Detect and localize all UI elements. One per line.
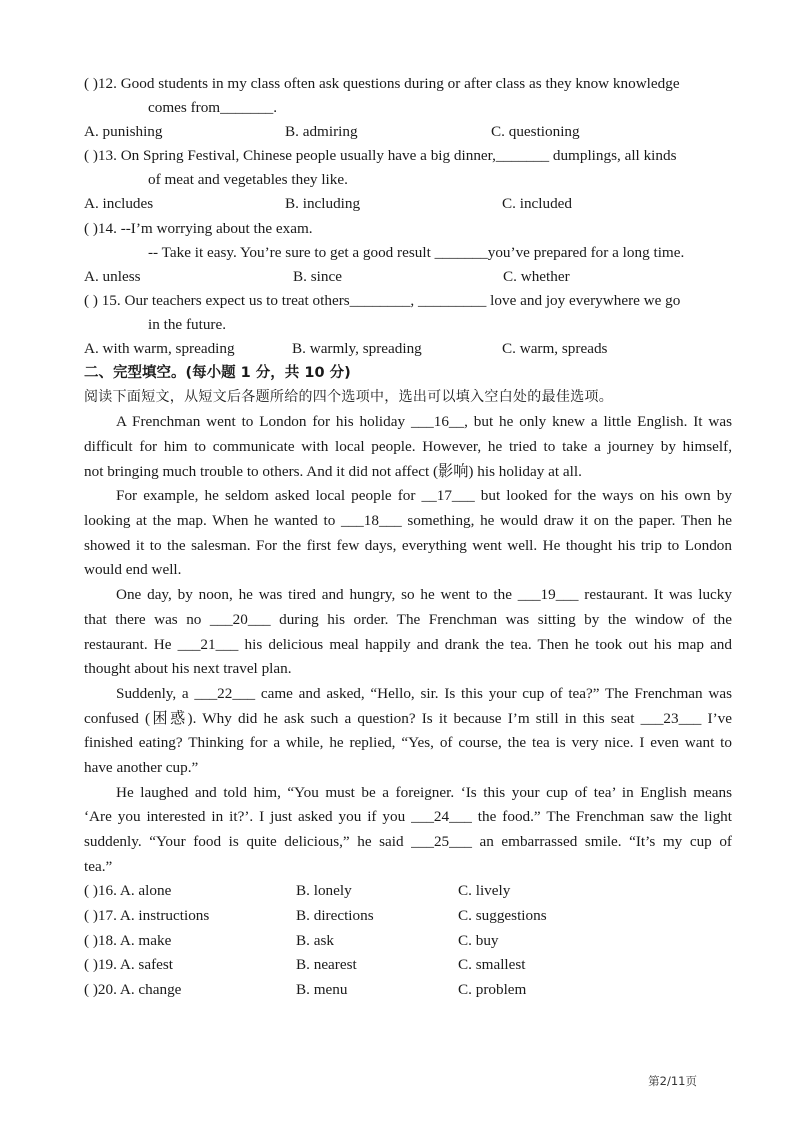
option-c: C. whether	[503, 267, 570, 285]
option-a: ( )18. A. make	[84, 931, 172, 949]
option-c: C. warm, spreads	[502, 340, 608, 358]
passage	[84, 410, 732, 879]
section-instruction: 阅读下面短文，从短文后各题所给的四个选项中，选出可以填入空白处的最佳选项。	[84, 389, 614, 406]
option-c: C. lively	[458, 882, 511, 900]
question-15	[84, 289, 732, 361]
answer-options	[84, 879, 732, 1002]
option-c: C. problem	[458, 981, 527, 999]
option-a: ( )19. A. safest	[84, 956, 173, 974]
option-b: B. lonely	[296, 882, 352, 900]
option-b: B. menu	[296, 981, 348, 999]
exam-page	[84, 72, 732, 1003]
option-c: C. buy	[458, 931, 499, 949]
question-stem-continued: comes from_______.	[148, 99, 278, 117]
question-stem: ( )14. --I’m worrying about the exam.	[84, 219, 313, 237]
passage-line: A Frenchman went to London for his holiday ___16__, but he only knew a little English. It was	[116, 413, 732, 431]
passage-line: For example, he seldom asked local people for __17___ but looked for the ways on his own by	[116, 487, 732, 505]
passage-line: looking at the map. When he wanted to ___18___ something, he would draw it on the paper. Then he	[84, 512, 732, 530]
option-a: ( )17. A. instructions	[84, 907, 210, 925]
answer-row-17	[84, 904, 732, 929]
option-b: B. admiring	[285, 123, 358, 141]
question-14	[84, 217, 732, 289]
option-a: A. unless	[84, 267, 141, 285]
passage-paragraph	[84, 410, 732, 484]
question-options	[84, 120, 732, 144]
option-b: B. including	[285, 195, 361, 213]
passage-line: One day, by noon, he was tired and hungry, so he went to the ___19___ restaurant. It was lucky	[116, 586, 732, 604]
option-a: ( )20. A. change	[84, 981, 182, 999]
option-a: ( )16. A. alone	[84, 882, 172, 900]
question-options	[84, 265, 732, 289]
option-c: C. included	[502, 195, 573, 213]
option-b: B. directions	[296, 907, 374, 925]
passage-line: confused (困惑). Why did he ask such a question? Is it because I’m still in this seat ___23___ I’ve	[84, 709, 732, 727]
question-stem: ( )12. Good students in my class often ask questions during or after class as they know knowledge	[84, 75, 680, 92]
passage-line: tea.”	[84, 857, 113, 875]
passage-line: Suddenly, a ___22___ came and asked, “Hello, sir. Is this your cup of tea?” The Frenchman was	[116, 684, 732, 702]
option-a: A. punishing	[84, 123, 163, 141]
passage-line: suddenly. “Your food is quite delicious,” he said ___25___ an embarrassed smile. “It’s my cup of	[84, 833, 732, 850]
option-c: C. questioning	[491, 123, 580, 141]
question-stem: ( ) 15. Our teachers expect us to treat others________, _________ love and joy everywhere we go	[84, 291, 681, 309]
passage-line: that there was no ___20___ during his order. The Frenchman was sitting by the window of the	[84, 610, 732, 628]
question-stem-continued: in the future.	[148, 315, 227, 333]
question-stem: ( )13. On Spring Festival, Chinese people usually have a big dinner,_______ dumplings, all kinds	[84, 147, 677, 165]
option-c: C. smallest	[458, 956, 526, 974]
question-options	[84, 337, 732, 361]
passage-paragraph	[84, 682, 732, 781]
passage-line: difficult for him to communicate with local people. However, he tried to take a journey by himself,	[84, 438, 732, 455]
option-b: B. nearest	[296, 956, 357, 974]
passage-line: thought about his next travel plan.	[84, 660, 292, 678]
passage-line: not bringing much trouble to others. And it did not affect (影响) his holiday at all.	[84, 462, 582, 480]
passage-line: ‘Are you interested in it?’. I just asked you if you ___24___ the food.” The Frenchman saw the light	[84, 808, 732, 826]
passage-paragraph	[84, 781, 732, 880]
answer-row-20	[84, 978, 732, 1003]
question-13	[84, 144, 732, 216]
passage-line: He laughed and told him, “You must be a foreigner. ‘Is this your cup of tea’ in English means	[116, 783, 732, 801]
page-number: 第2/11页	[648, 1074, 697, 1088]
passage-paragraph	[84, 484, 732, 583]
passage-line: finished eating? Thinking for a while, he replied, “Yes, of course, the tea is very nice. I even want to	[84, 734, 732, 752]
passage-line: showed it to the salesman. For the first few days, everything went well. He thought his trip to London	[84, 536, 732, 554]
option-b: B. ask	[296, 931, 334, 949]
answer-row-18	[84, 929, 732, 954]
option-b: B. warmly, spreading	[292, 340, 422, 358]
passage-line: would end well.	[84, 561, 182, 579]
answer-row-19	[84, 953, 732, 978]
option-a: A. includes	[84, 195, 154, 213]
question-stem-continued: of meat and vegetables they like.	[148, 171, 348, 189]
question-options	[84, 192, 732, 216]
question-12	[84, 72, 732, 144]
passage-line: restaurant. He ___21___ his delicious meal happily and drank the tea. Then he took out his map and	[84, 635, 732, 653]
section-heading: 二、完型填空。(每小题 1 分，共 10 分)	[84, 365, 351, 382]
option-a: A. with warm, spreading	[84, 340, 235, 358]
answer-row-16	[84, 879, 732, 904]
passage-paragraph	[84, 583, 732, 682]
option-c: C. suggestions	[458, 907, 547, 925]
option-b: B. since	[293, 267, 342, 285]
passage-line: have another cup.”	[84, 758, 199, 776]
question-stem-continued: -- Take it easy. You’re sure to get a good result _______you’ve prepared for a long time.	[148, 243, 685, 261]
